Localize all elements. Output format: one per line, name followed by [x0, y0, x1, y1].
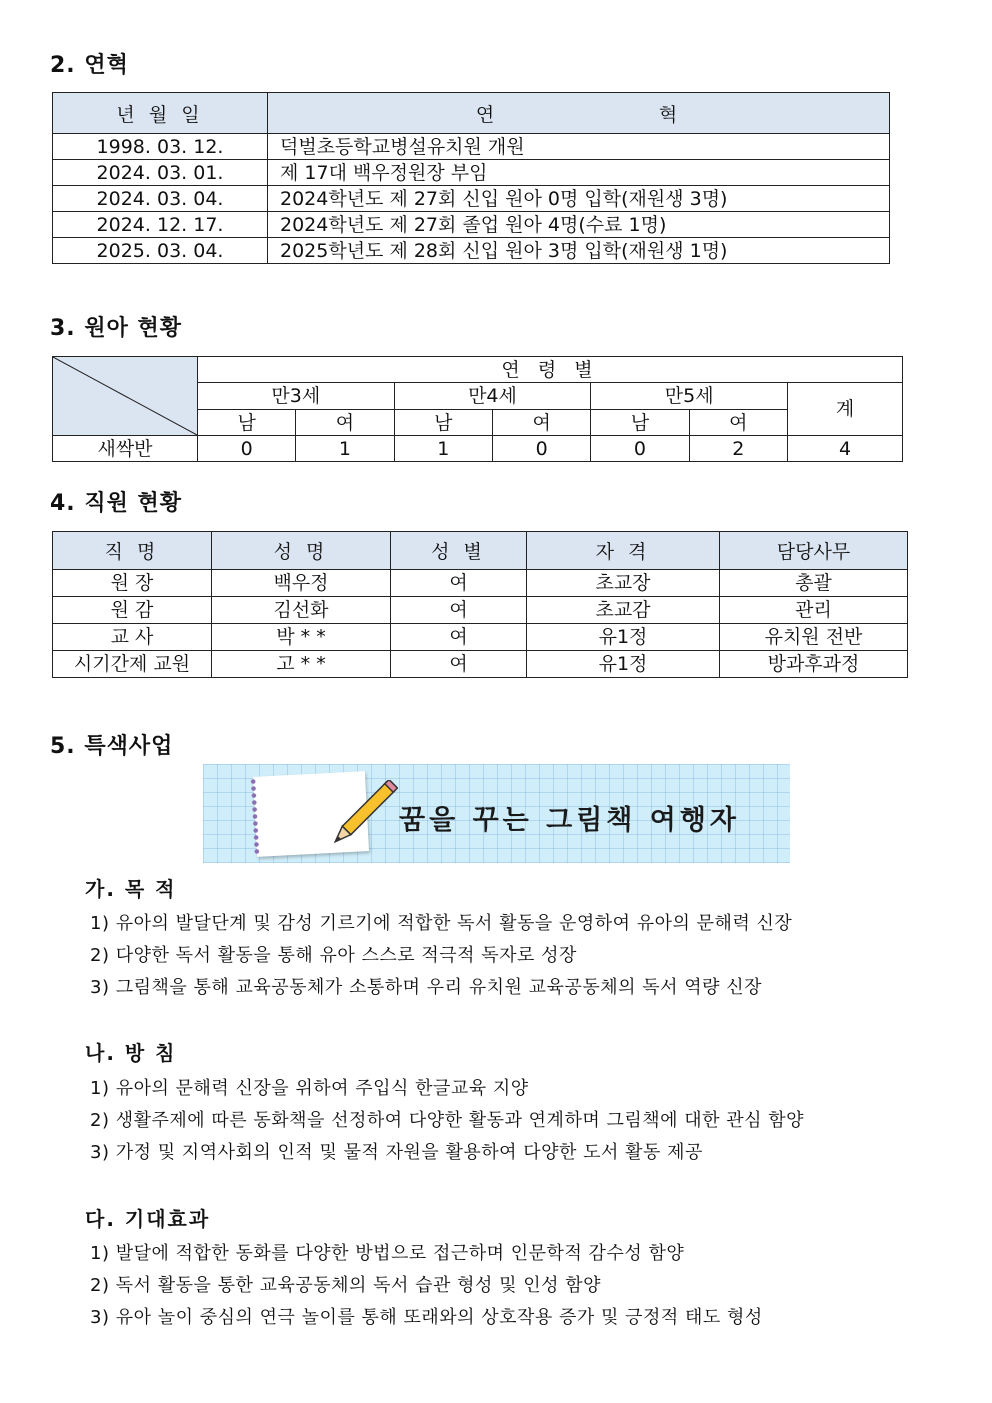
- staff-duty: 유치원 전반: [720, 624, 908, 651]
- staff-table: [52, 531, 908, 678]
- diagonal-line: [53, 357, 197, 435]
- staff-header-position: 직 명: [53, 532, 212, 570]
- staff-name: 김선화: [212, 597, 391, 624]
- diagonal-header-cell: [53, 357, 198, 436]
- staff-gender: 여: [391, 651, 527, 678]
- male-header: 남: [394, 410, 492, 436]
- total-cell: 4: [788, 436, 903, 462]
- table-row: [53, 160, 890, 186]
- table-row: [53, 212, 890, 238]
- purpose-item: 2) 다양한 독서 활동을 통해 유아 스스로 적극적 독자로 성장: [90, 945, 577, 966]
- policy-item: 2) 생활주제에 따른 동화책을 선정하여 다양한 활동과 연계하며 그림책에 대한 관심 함양: [90, 1110, 804, 1131]
- staff-gender: 여: [391, 597, 527, 624]
- age-5-header: 만5세: [591, 383, 788, 410]
- history-date: 2024. 12. 17.: [53, 212, 268, 238]
- total-header: 계: [788, 383, 903, 436]
- age-3-header: 만3세: [198, 383, 395, 410]
- count-cell: 0: [198, 436, 296, 462]
- history-date: 1998. 03. 12.: [53, 134, 268, 160]
- staff-duty: 총괄: [720, 570, 908, 597]
- staff-section-title: 4. 직원 현황: [50, 491, 182, 516]
- purpose-item: 3) 그림책을 통해 교육공동체가 소통하며 우리 유치원 교육공동체의 독서 역량 신장: [90, 977, 762, 998]
- table-row: [53, 436, 903, 462]
- history-header-event: 연 혁: [268, 93, 890, 134]
- policy-item: 1) 유아의 문해력 신장을 위하여 주입식 한글교육 지양: [90, 1078, 529, 1099]
- enrollment-section-title: 3. 원아 현황: [50, 316, 182, 341]
- staff-position: 교 사: [53, 624, 212, 651]
- staff-position: 원 장: [53, 570, 212, 597]
- staff-position: 원 감: [53, 597, 212, 624]
- staff-name: 백우정: [212, 570, 391, 597]
- policy-item: 3) 가정 및 지역사회의 인적 및 물적 자원을 활용하여 다양한 도서 활동 제공: [90, 1142, 703, 1163]
- staff-header-qualification: 자 격: [527, 532, 720, 570]
- male-header: 남: [198, 410, 296, 436]
- staff-duty: 관리: [720, 597, 908, 624]
- male-header: 남: [591, 410, 689, 436]
- staff-qualification: 유1정: [527, 624, 720, 651]
- by-age-header: 연 령 별: [198, 357, 903, 383]
- table-row: [53, 186, 890, 212]
- purpose-item: 1) 유아의 발달단계 및 감성 기르기에 적합한 독서 활동을 운영하여 유아의 문해력 신장: [90, 913, 793, 934]
- effects-item: 1) 발달에 적합한 동화를 다양한 방법으로 접근하며 인문학적 감수성 함양: [90, 1243, 685, 1264]
- history-table: [52, 92, 890, 264]
- female-header: 여: [296, 410, 394, 436]
- count-cell: 1: [296, 436, 394, 462]
- history-header-date: 년 월 일: [53, 93, 268, 134]
- effects-title: 다. 기대효과: [85, 1207, 211, 1231]
- policy-title: 나. 방 침: [85, 1041, 177, 1065]
- table-row: [53, 597, 908, 624]
- age-4-header: 만4세: [394, 383, 591, 410]
- staff-header-name: 성 명: [212, 532, 391, 570]
- history-event: 덕벌초등학교병설유치원 개원: [268, 134, 890, 160]
- count-cell: 1: [394, 436, 492, 462]
- staff-duty: 방과후과정: [720, 651, 908, 678]
- table-row: [53, 134, 890, 160]
- class-name: 새싹반: [53, 436, 198, 462]
- history-date: 2025. 03. 04.: [53, 238, 268, 264]
- pencil-icon: [323, 780, 398, 855]
- history-event: 2025학년도 제 28회 신입 원아 3명 입학(재원생 1명): [268, 238, 890, 264]
- history-event: 제 17대 백우정원장 부임: [268, 160, 890, 186]
- effects-item: 2) 독서 활동을 통한 교육공동체의 독서 습관 형성 및 인성 함양: [90, 1275, 602, 1296]
- enrollment-table: [52, 356, 903, 462]
- female-header: 여: [689, 410, 787, 436]
- purpose-title: 가. 목 적: [85, 877, 177, 901]
- count-cell: 0: [492, 436, 590, 462]
- staff-qualification: 유1정: [527, 651, 720, 678]
- program-banner: [203, 764, 790, 863]
- staff-header-gender: 성 별: [391, 532, 527, 570]
- count-cell: 2: [689, 436, 787, 462]
- staff-qualification: 초교감: [527, 597, 720, 624]
- history-event: 2024학년도 제 27회 졸업 원아 4명(수료 1명): [268, 212, 890, 238]
- staff-position: 시기간제 교원: [53, 651, 212, 678]
- staff-gender: 여: [391, 570, 527, 597]
- staff-name: 고 * *: [212, 651, 391, 678]
- staff-gender: 여: [391, 624, 527, 651]
- staff-header-duty: 담당사무: [720, 532, 908, 570]
- count-cell: 0: [591, 436, 689, 462]
- history-event: 2024학년도 제 27회 신입 원아 0명 입학(재원생 3명): [268, 186, 890, 212]
- female-header: 여: [492, 410, 590, 436]
- program-section-title: 5. 특색사업: [50, 734, 174, 759]
- table-row: [53, 238, 890, 264]
- table-row: [53, 651, 908, 678]
- effects-item: 3) 유아 놀이 중심의 연극 놀이를 통해 또래와의 상호작용 증가 및 긍정적 태도 형성: [90, 1307, 763, 1328]
- banner-title: 꿈을 꾸는 그림책 여행자: [399, 805, 741, 836]
- staff-qualification: 초교장: [527, 570, 720, 597]
- history-section-title: 2. 연혁: [50, 53, 129, 78]
- table-row: [53, 570, 908, 597]
- table-row: [53, 624, 908, 651]
- history-date: 2024. 03. 04.: [53, 186, 268, 212]
- staff-name: 박 * *: [212, 624, 391, 651]
- history-date: 2024. 03. 01.: [53, 160, 268, 186]
